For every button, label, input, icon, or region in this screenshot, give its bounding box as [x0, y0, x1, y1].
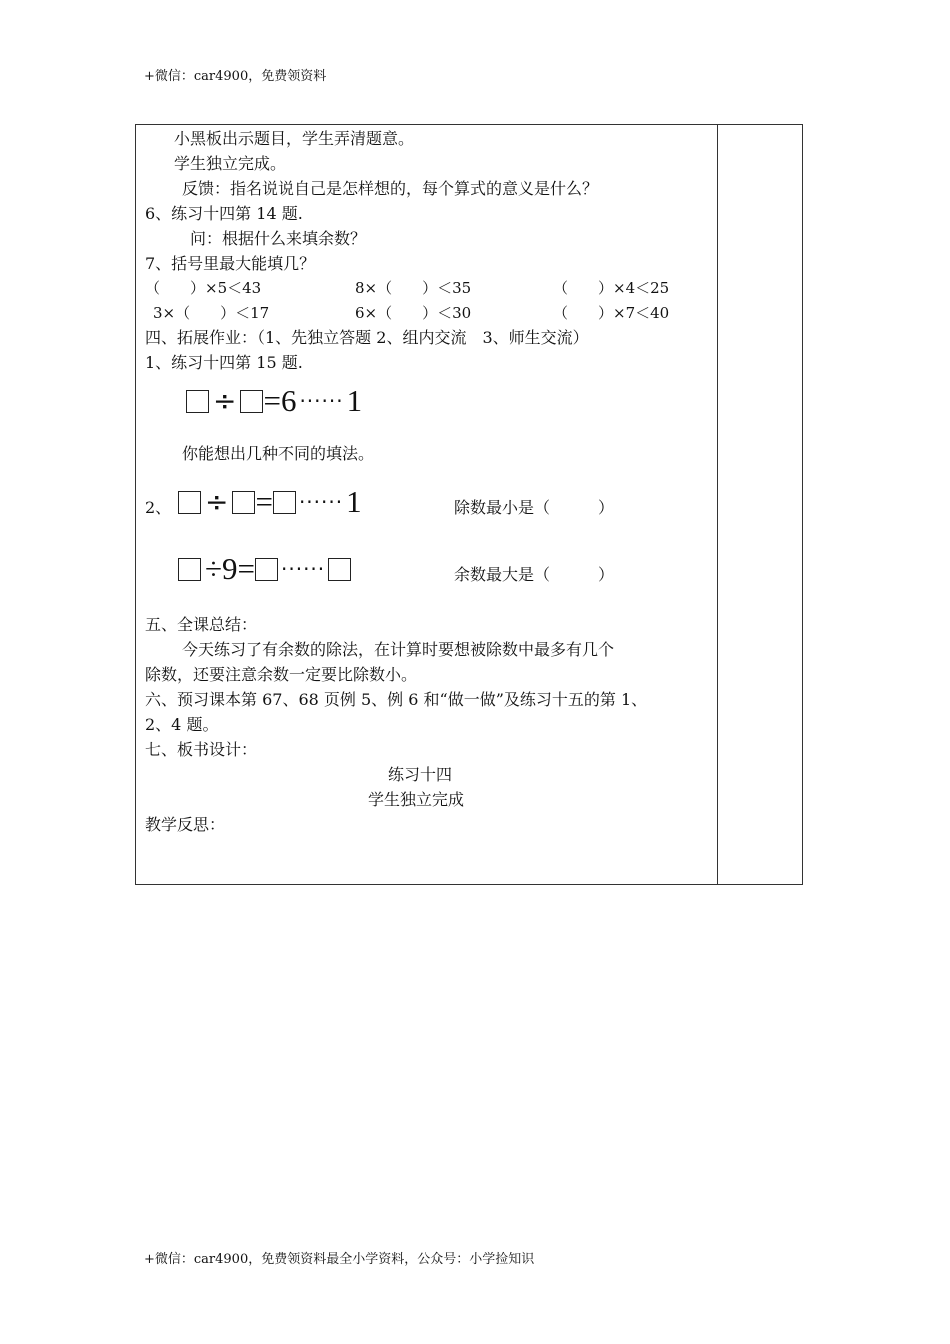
blank-box	[240, 390, 263, 413]
text-line: 除数，还要注意余数一定要比除数小。	[145, 665, 418, 684]
text-line: 1、练习十四第 15 题.	[145, 353, 303, 372]
exercise-item: （ ）×4＜25	[553, 279, 670, 297]
lesson-table	[135, 124, 803, 885]
divide-sign: ÷	[213, 384, 237, 417]
remainder: 1	[346, 484, 362, 519]
reflection-label: 教学反思：	[145, 815, 226, 834]
equation-2	[178, 484, 362, 520]
text-line: 今天练习了有余数的除法，在计算时要想被除数中最多有几个	[182, 640, 615, 659]
equation-1	[186, 383, 362, 419]
blank-box	[186, 390, 209, 413]
text-line: 你能想出几种不同的填法。	[182, 444, 375, 463]
text-line: 反馈：指名说说自己是怎样想的，每个算式的意义是什么？	[182, 179, 599, 198]
header-note: +微信：car4900，免费领资料	[144, 69, 327, 84]
exercise-item: （ ）×7＜40	[553, 304, 670, 322]
blank-box	[255, 558, 278, 581]
question-text: 余数最大是（ ）	[454, 565, 615, 584]
divide-sign: ÷	[205, 485, 229, 518]
blank-box	[232, 491, 255, 514]
text-line: 六、预习课本第 67、68 页例 5、例 6 和“做一做”及练习十五的第 1、	[145, 690, 648, 709]
equals-quotient: =6	[263, 383, 297, 418]
exercise-item: 6×（ ）＜30	[355, 304, 472, 322]
question-text: 除数最小是（ ）	[454, 498, 615, 517]
ellipsis: ······	[298, 490, 344, 514]
text-line: 6、练习十四第 14 题.	[145, 204, 303, 223]
exercise-item: 8×（ ）＜35	[355, 279, 472, 297]
blank-box	[178, 491, 201, 514]
board-title: 练习十四	[388, 765, 453, 784]
ellipsis: ······	[281, 557, 326, 581]
exercise-item: 3×（ ）＜17	[153, 304, 270, 322]
blank-box	[178, 558, 201, 581]
text-line: 7、括号里最大能填几？	[145, 254, 316, 273]
text-line: 问：根据什么来填余数？	[190, 229, 367, 248]
exercise-item: （ ）×5＜43	[145, 279, 262, 297]
text-line: 四、拓展作业：（1、先独立答题 2、组内交流 3、师生交流）	[145, 328, 589, 347]
equals-sign: =	[255, 484, 273, 519]
board-line: 学生独立完成	[368, 790, 465, 809]
equation-3	[178, 551, 351, 587]
remainder: 1	[346, 383, 363, 418]
question-number: 2、	[145, 498, 172, 517]
blank-box	[328, 558, 351, 581]
text-line: 小黑板出示题目，学生弄清题意。	[174, 129, 415, 148]
blank-box	[273, 491, 296, 514]
ellipsis: ······	[299, 389, 344, 413]
section-heading: 五、全课总结：	[145, 615, 258, 634]
section-heading: 七、板书设计：	[145, 740, 258, 759]
divide-by-nine: ÷9=	[205, 551, 255, 586]
footer-note: +微信：car4900，免费领资料最全小学资料，公众号：小学捡知识	[144, 1252, 535, 1267]
text-line: 学生独立完成。	[174, 154, 287, 173]
text-line: 2、4 题。	[145, 715, 219, 734]
column-divider	[717, 125, 718, 884]
